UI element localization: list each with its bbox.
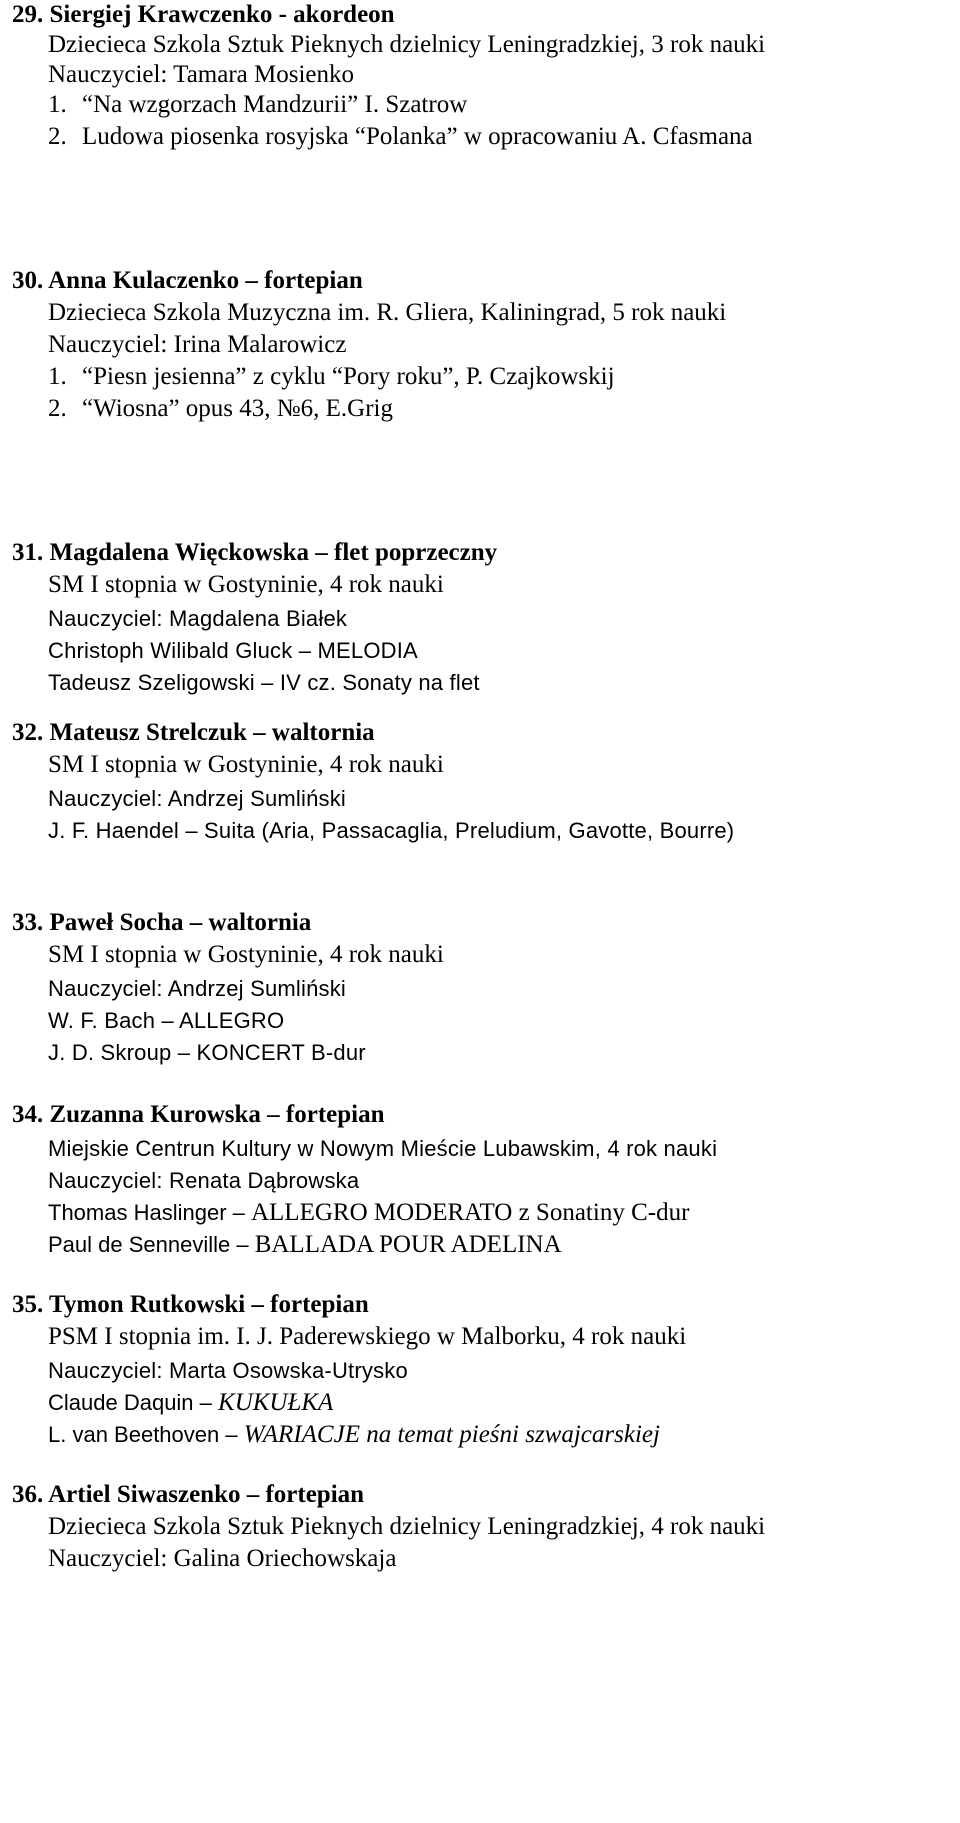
entry-34-teacher: Nauczyciel: Renata Dąbrowska	[48, 1168, 360, 1193]
entry-31-school: SM I stopnia w Gostyninie, 4 rok nauki	[48, 571, 444, 598]
piece-number: 2.	[48, 123, 67, 150]
piece-work: BALLADA POUR ADELINA	[254, 1231, 562, 1258]
entry-35-piece-1	[48, 1388, 333, 1418]
entry-35-piece-2	[48, 1420, 660, 1450]
entry-32-piece-1: J. F. Haendel – Suita (Aria, Passacaglia, Preludium, Gavotte, Bourre)	[48, 818, 735, 843]
entry-30-title: 30. Anna Kulaczenko – fortepian	[12, 267, 363, 294]
entry-29-title: 29. Siergiej Krawczenko - akordeon	[12, 1, 395, 28]
entry-30-piece-1	[48, 362, 615, 392]
entry-32-teacher: Nauczyciel: Andrzej Sumliński	[48, 786, 347, 811]
piece-number: 1.	[48, 363, 67, 390]
piece-composer: Thomas Haslinger –	[48, 1200, 251, 1225]
piece-text: “Na wzgorzach Mandzurii” I. Szatrow	[82, 91, 468, 118]
entry-33-teacher: Nauczyciel: Andrzej Sumliński	[48, 976, 347, 1001]
piece-text: “Wiosna” opus 43, №6, E.Grig	[82, 395, 393, 422]
entry-35-title: 35. Tymon Rutkowski – fortepian	[12, 1291, 369, 1318]
entry-34-title: 34. Zuzanna Kurowska – fortepian	[12, 1101, 385, 1128]
entry-34-piece-2	[48, 1230, 562, 1260]
entry-31-piece-2: Tadeusz Szeligowski – IV cz. Sonaty na flet	[48, 670, 480, 695]
entry-35-teacher: Nauczyciel: Marta Osowska-Utrysko	[48, 1358, 408, 1383]
piece-number: 2.	[48, 395, 67, 422]
entry-35-school: PSM I stopnia im. I. J. Paderewskiego w Malborku, 4 rok nauki	[48, 1323, 687, 1350]
entry-30-school: Dziecieca Szkola Muzyczna im. R. Gliera, Kaliningrad, 5 rok nauki	[48, 299, 727, 326]
entry-29-school: Dziecieca Szkola Sztuk Pieknych dzielnicy Leningradzkiej, 3 rok nauki	[48, 31, 766, 58]
piece-text: “Piesn jesienna” z cyklu “Pory roku”, P. Czajkowskij	[82, 363, 615, 390]
entry-33-piece-2: J. D. Skroup – KONCERT B-dur	[48, 1040, 366, 1065]
piece-work: KUKUŁKA	[218, 1389, 334, 1416]
entry-36-title: 36. Artiel Siwaszenko – fortepian	[12, 1481, 365, 1508]
entry-32-title: 32. Mateusz Strelczuk – waltornia	[12, 719, 375, 746]
entry-30-teacher: Nauczyciel: Irina Malarowicz	[48, 331, 347, 358]
piece-number: 1.	[48, 91, 67, 118]
piece-composer: Paul de Senneville –	[48, 1232, 255, 1257]
entry-31-piece-1: Christoph Wilibald Gluck – MELODIA	[48, 638, 418, 663]
entry-29-piece-1	[48, 90, 467, 120]
entry-30-piece-2	[48, 394, 393, 424]
entry-34-piece-1	[48, 1198, 689, 1228]
entry-29-teacher: Nauczyciel: Tamara Mosienko	[48, 61, 355, 88]
entry-33-school: SM I stopnia w Gostyninie, 4 rok nauki	[48, 941, 444, 968]
piece-composer: Claude Daquin –	[48, 1390, 219, 1415]
entry-33-piece-1: W. F. Bach – ALLEGRO	[48, 1008, 285, 1033]
entry-36-school: Dziecieca Szkola Sztuk Pieknych dzielnicy Leningradzkiej, 4 rok nauki	[48, 1513, 766, 1540]
entry-32-school: SM I stopnia w Gostyninie, 4 rok nauki	[48, 751, 444, 778]
piece-work: ALLEGRO MODERATO z Sonatiny C-dur	[250, 1199, 690, 1226]
entry-31-teacher: Nauczyciel: Magdalena Białek	[48, 606, 348, 631]
piece-work: WARIACJE na temat pieśni szwajcarskiej	[243, 1421, 660, 1448]
piece-composer: L. van Beethoven –	[48, 1422, 244, 1447]
piece-text: Ludowa piosenka rosyjska “Polanka” w opracowaniu A. Cfasmana	[82, 123, 753, 150]
entry-31-title: 31. Magdalena Więckowska – flet poprzeczny	[12, 539, 498, 566]
entry-34-school: Miejskie Centrun Kultury w Nowym Mieście Lubawskim, 4 rok nauki	[48, 1136, 718, 1161]
entry-36-teacher: Nauczyciel: Galina Oriechowskaja	[48, 1545, 397, 1572]
entry-29-piece-2	[48, 122, 753, 152]
entry-33-title: 33. Paweł Socha – waltornia	[12, 909, 312, 936]
